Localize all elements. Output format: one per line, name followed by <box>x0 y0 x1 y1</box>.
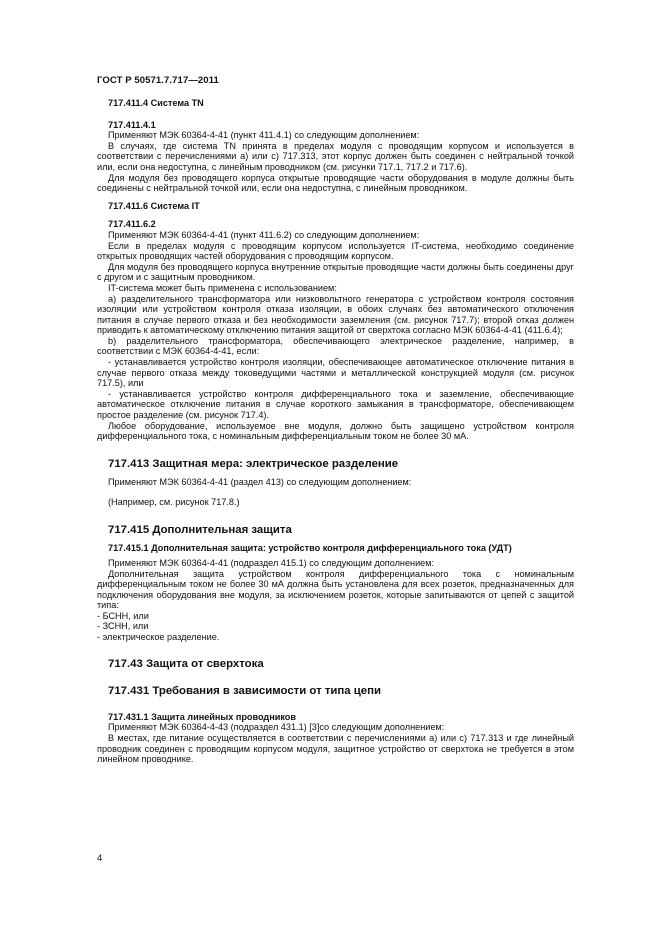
section-title-717-411-6: 717.411.6 Система IT <box>108 200 200 211</box>
list-item: а) разделительного трансформатора или низковольтного генератора с устройством контроля состояния изоляции или устройством контроля отказа изоляции, в обоих случаях без автоматического отключения питания в случае первого отказа и без необходимости заземления (см. рисунок 717.7); второй отказ должен приводить к автоматическому отключению питания защитой от сверхтока согласно МЭК 60364-4-41 (411.6.4); <box>97 293 574 336</box>
paragraph: Дополнительная защита устройством контроля дифференциального тока с номинальным дифференциальным током не более 30 мА должна быть установлена для всех розеток, предназначенных для подключения оборудования вне модуля, за исключением розеток, которые запитываются от цепей с защитой типа: <box>97 568 574 611</box>
paragraph: Применяют МЭК 60364-4-41 (раздел 413) со следующим дополнением: <box>108 477 412 488</box>
subsection-title-717-431-1: 717.431.1 Защита линейных проводников <box>108 711 296 722</box>
paragraph: Применяют МЭК 60364-4-41 (пункт 411.6.2) со следующим дополнением: <box>108 229 420 240</box>
paragraph: Если в пределах модуля с проводящим корпусом используется IT-система, необходимо соединение открытых проводящих частей оборудования с проводящим корпусом. <box>97 240 574 262</box>
paragraph: В случаях, где система TN принята в пределах модуля с проводящим корпусом и используется в соответствии с перечислениями а) или с) 717.313, этот корпус должен быть соединен с нейтральной точкой или, если она недоступна, с линейным проводником (см. рисунки 717.1, 717.2 и 717.6). <box>97 140 574 172</box>
paragraph: IT-система может быть применена с использованием: <box>108 282 337 293</box>
page-number: 4 <box>97 853 103 864</box>
paragraph: Для модуля без проводящего корпуса открытые проводящие части оборудования в модуле должны быть соединены с нейтральной точкой или, если она недоступна, с линейным проводником. <box>97 172 574 194</box>
list-item: - устанавливается устройство контроля дифференциального тока и заземление, обеспечивающие автоматическое отключение питания в случае короткого замыкания в трансформаторе, обеспечивающем простое разделение (см. рисунок 717.4). <box>97 388 574 421</box>
document-header: ГОСТ Р 50571.7.717—2011 <box>97 75 219 86</box>
list-item: - устанавливается устройство контроля изоляции, обеспечивающее автоматическое отключение питания в случае первого отказа между токоведущими частями и металлической конструкцией модуля (см. рисунок 717.5), или <box>97 357 574 389</box>
list-item: - ЗСНН, или <box>97 621 149 632</box>
paragraph: В местах, где питание осуществляется в соответствии с перечислениями а) или с) 717.313 и где линейный проводник соединен с проводящим корпусом модуля, защитное устройство от сверхтока не требуется в этом линейном проводнике. <box>97 733 574 765</box>
list-item: b) разделительного трансформатора, обеспечивающего электрическое разделение, например, в соответствии с МЭК 60364-4-41, если: <box>97 335 574 357</box>
subsection-number-717-411-4-1: 717.411.4.1 <box>108 119 156 130</box>
paragraph: Применяют МЭК 60364-4-41 (пункт 411.4.1) со следующим дополнением: <box>108 130 420 141</box>
section-title-717-411-4: 717.411.4 Система TN <box>108 98 204 108</box>
subsection-number-717-411-6-2: 717.411.6.2 <box>108 219 156 230</box>
section-title-717-413: 717.413 Защитная мера: электрическое разделение <box>108 457 399 470</box>
paragraph: Любое оборудование, используемое вне модуля, должно быть защищено устройством контроля дифференциального тока, с номинальным дифференциальным током не более 30 мА. <box>97 420 574 442</box>
paragraph: (Например, см. рисунок 717.8.) <box>108 497 240 508</box>
paragraph: Применяют МЭК 60364-4-41 (подраздел 415.1) со следующим дополнением: <box>108 557 435 568</box>
document-body <box>97 98 574 765</box>
list-item: - БСНН, или <box>97 610 149 621</box>
subsection-title-717-415-1: 717.415.1 Дополнительная защита: устройство контроля дифференциального тока (УДТ) <box>108 543 512 554</box>
paragraph: Применяют МЭК 60364-4-43 (подраздел 431.1) [3]со следующим дополнением: <box>108 722 445 733</box>
list-item: - электрическое разделение. <box>97 632 220 643</box>
paragraph: Для модуля без проводящего корпуса внутренние открытые проводящие части должны быть соединены друг с другом и с защитным проводником. <box>97 261 574 283</box>
section-title-717-415: 717.415 Дополнительная защита <box>108 523 292 536</box>
section-title-717-43: 717.43 Защита от сверхтока <box>108 657 264 670</box>
section-title-717-431: 717.431 Требования в зависимости от типа цепи <box>108 685 381 698</box>
